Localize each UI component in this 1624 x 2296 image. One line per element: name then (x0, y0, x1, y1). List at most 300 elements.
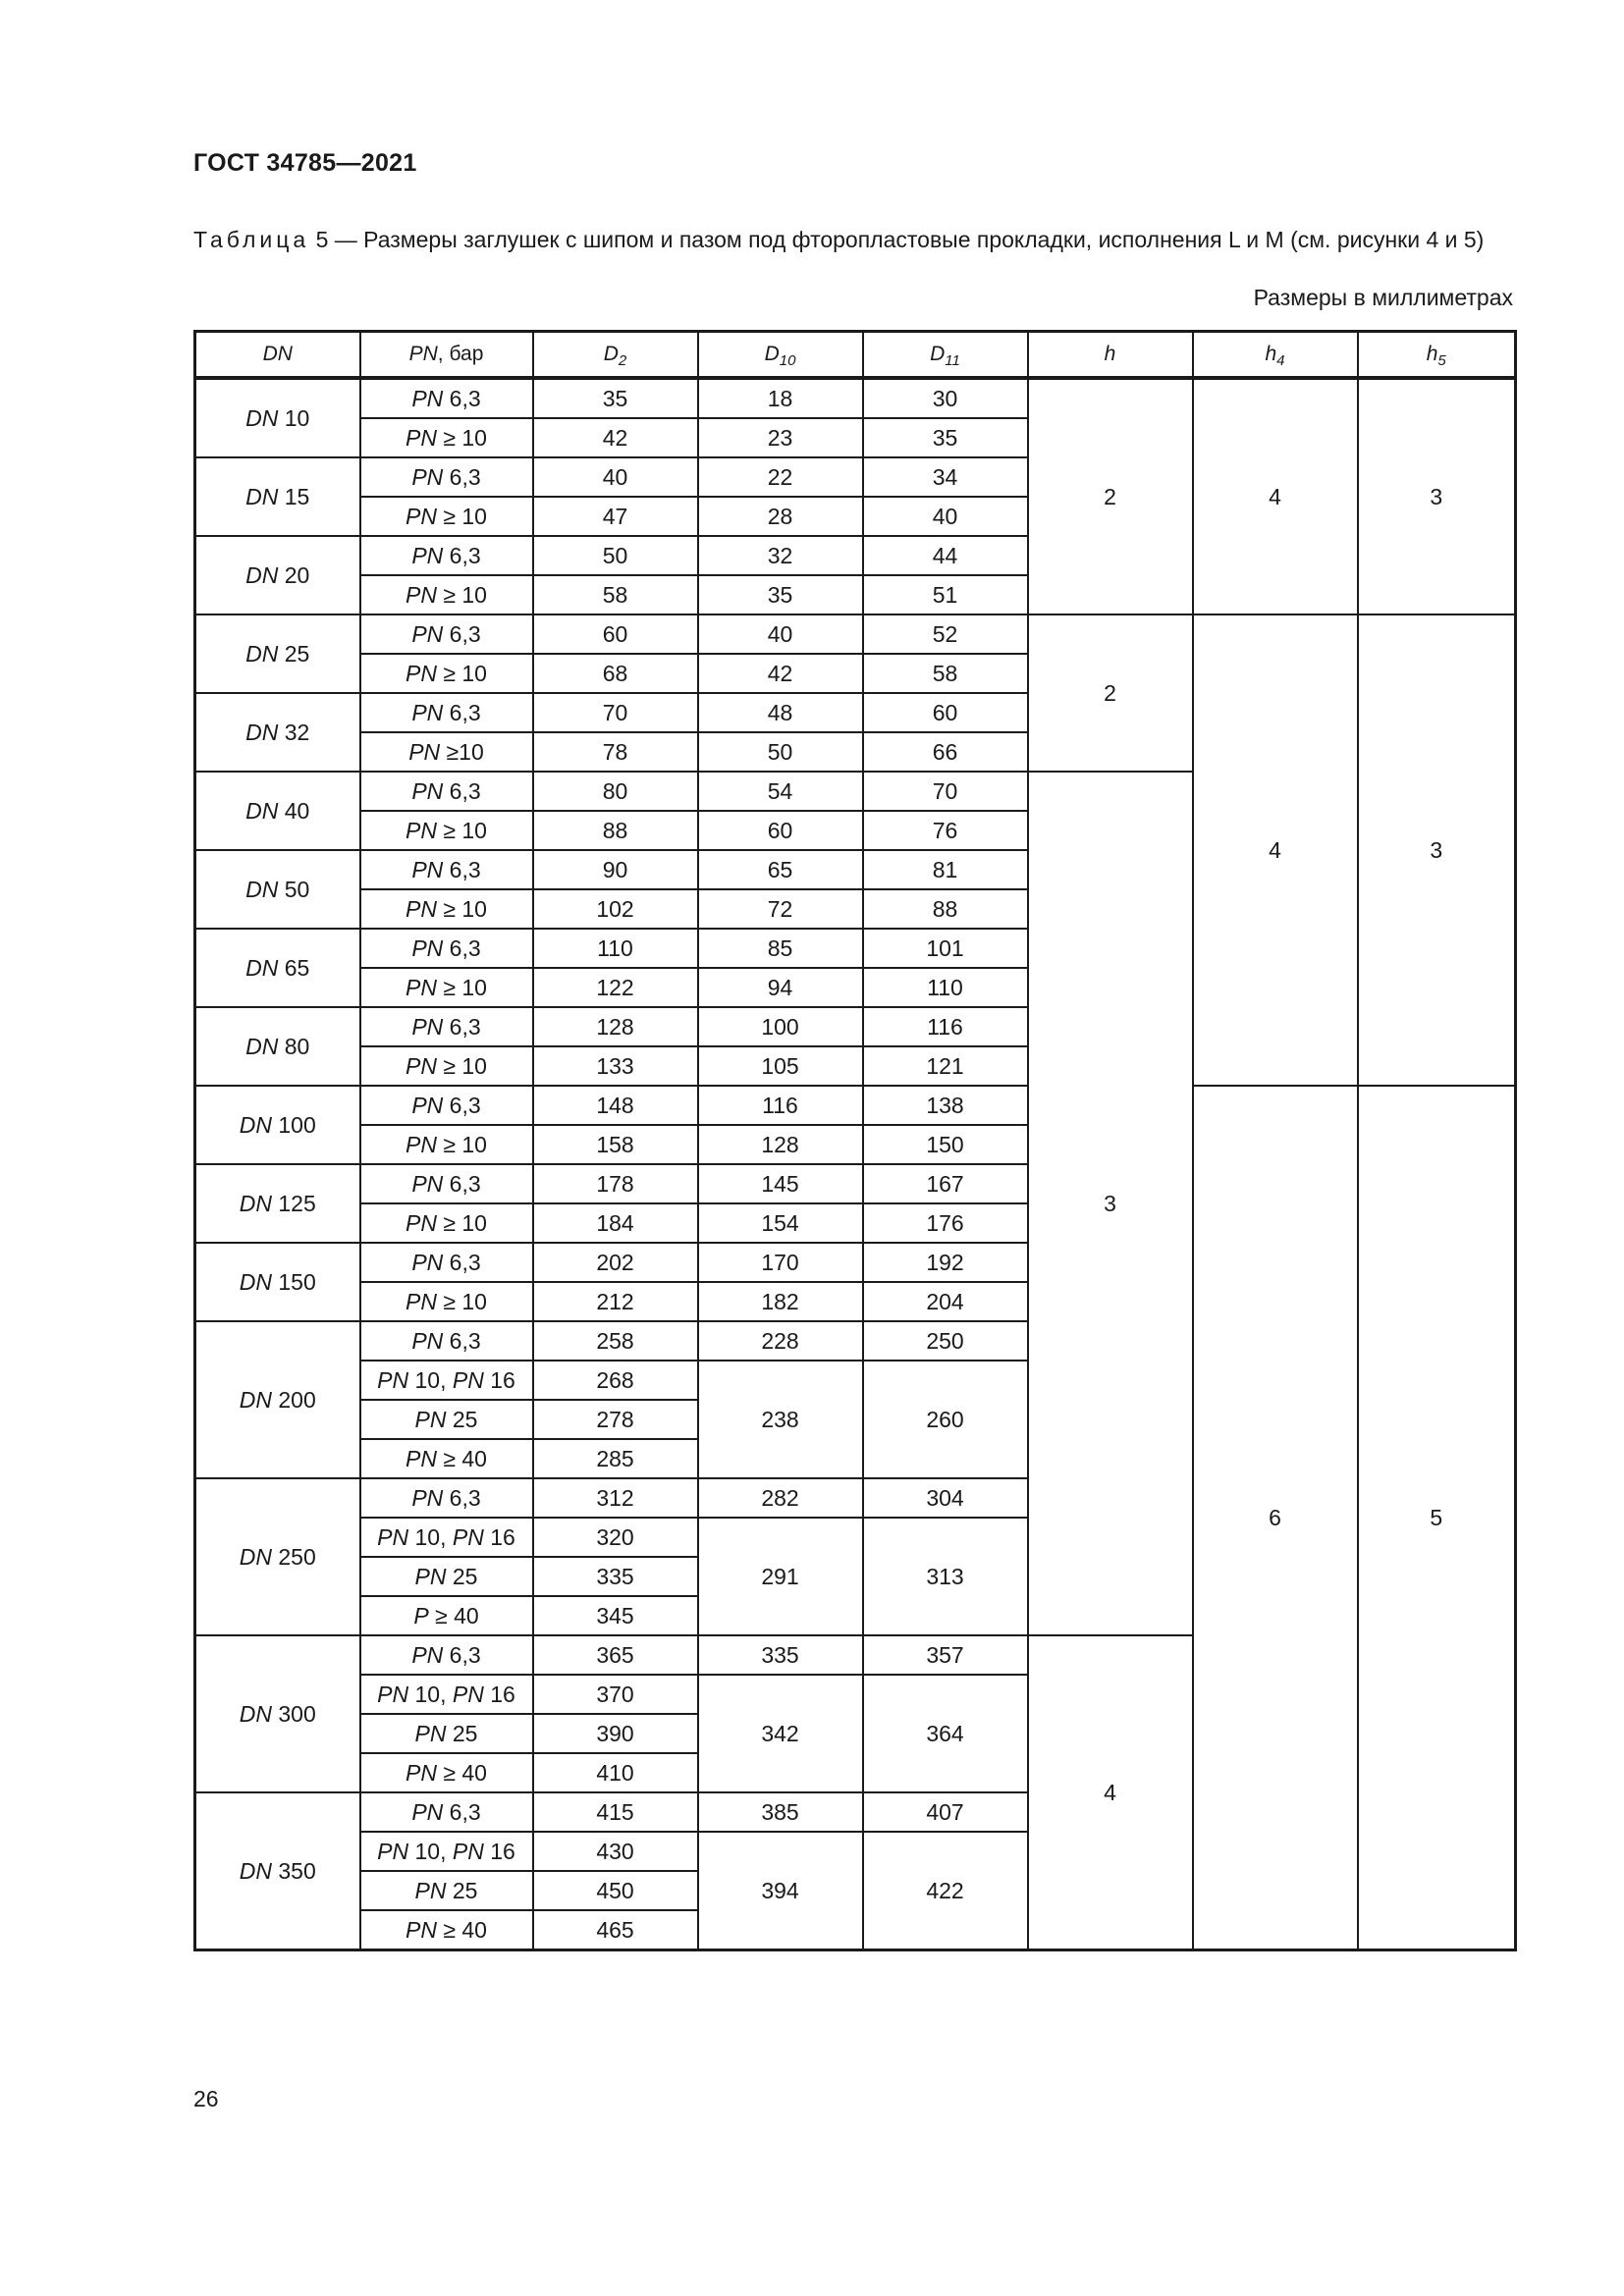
pn-cell (360, 614, 533, 654)
dn-symbol: DN (245, 641, 279, 667)
pn-value: PN ≥ 10 (406, 504, 487, 529)
pn-value: PN ≥ 10 (406, 818, 487, 843)
dn-value: DN 200 (239, 1387, 316, 1413)
d10-cell: 22 (698, 457, 863, 497)
header-d2-label: $D_2$ (603, 343, 627, 369)
h-cell: 2 (1028, 614, 1193, 772)
pn-cell (360, 1321, 533, 1361)
dn-value: DN 10 (245, 405, 310, 431)
pn-cell (360, 929, 533, 968)
table-caption-label: Таблица (193, 227, 310, 252)
pn-symbol: PN (406, 1446, 437, 1471)
d2-cell: 184 (533, 1203, 698, 1243)
pn-value: PN ≥ 10 (406, 896, 487, 922)
pn-cell (360, 1203, 533, 1243)
d2-cell: 410 (533, 1753, 698, 1792)
pn-value: PN 6,3 (411, 1328, 481, 1354)
pn-cell (360, 418, 533, 457)
pn-value: PN 6,3 (411, 857, 481, 882)
header-h5-label: $h_5$ (1426, 343, 1446, 369)
pn-cell (360, 575, 533, 614)
d2-cell: 122 (533, 968, 698, 1007)
pn-symbol: PN (411, 857, 444, 882)
pn-cell (360, 1518, 533, 1557)
h-cell: 2 (1028, 378, 1193, 614)
pn-symbol: PN (377, 1682, 409, 1707)
pn-symbol: PN (452, 1524, 484, 1550)
dn-symbol: DN (239, 1544, 272, 1570)
d10-cell: 42 (698, 654, 863, 693)
d10-cell: 18 (698, 378, 863, 418)
pn-symbol: PN (377, 1524, 409, 1550)
d2-cell: 78 (533, 732, 698, 772)
pn-value: PN ≥ 40 (406, 1760, 487, 1786)
dn-symbol: DN (239, 1858, 272, 1884)
units-note: Размеры в миллиметрах (1253, 285, 1513, 310)
pn-symbol: PN (406, 661, 437, 686)
d2-cell: 430 (533, 1832, 698, 1871)
pn-cell (360, 1635, 533, 1675)
d11-cell: 138 (863, 1086, 1028, 1125)
dn-cell (195, 1007, 360, 1086)
pn-value: PN 10, PN 16 (377, 1682, 515, 1707)
d10-cell: 23 (698, 418, 863, 457)
pn-cell (360, 1596, 533, 1635)
h4-cell: 4 (1193, 378, 1358, 614)
dn-cell (195, 772, 360, 850)
pn-symbol: PN (411, 386, 444, 411)
pn-value: PN 6,3 (411, 778, 481, 804)
pn-symbol: PN (411, 1014, 444, 1040)
pn-value: PN 6,3 (411, 1485, 481, 1511)
pn-symbol: PN (406, 1210, 437, 1236)
pn-value: PN 6,3 (411, 464, 481, 490)
pn-value: PN 25 (414, 1878, 478, 1903)
dn-value: DN 250 (239, 1544, 316, 1570)
pn-cell (360, 1557, 533, 1596)
header-d10-label: $D_{10}$ (764, 343, 796, 369)
dn-cell (195, 378, 360, 457)
pn-value: PN 10, PN 16 (377, 1367, 515, 1393)
pn-cell (360, 378, 533, 418)
table-row (195, 614, 1516, 654)
d10-cell: 228 (698, 1321, 863, 1361)
pn-symbol: PN (406, 1917, 437, 1943)
h4-cell: 4 (1193, 614, 1358, 1086)
d10-cell: 282 (698, 1478, 863, 1518)
pn-symbol: PN (408, 739, 441, 765)
dn-symbol: DN (245, 562, 279, 588)
dn-cell (195, 1792, 360, 1950)
dn-value: DN 15 (245, 484, 310, 509)
d10-cell: 154 (698, 1203, 863, 1243)
dn-cell (195, 1635, 360, 1792)
pn-symbol: PN (414, 1721, 447, 1746)
table-row (195, 378, 1516, 418)
header-h4-label: $h_4$ (1265, 343, 1285, 369)
pn-value: PN 6,3 (411, 386, 481, 411)
dn-value: DN 50 (245, 877, 310, 902)
d2-cell: 88 (533, 811, 698, 850)
dn-value: DN 150 (239, 1269, 316, 1295)
pn-value: PN ≥ 10 (406, 1053, 487, 1079)
pn-cell (360, 1007, 533, 1046)
header-dn-label: DN (262, 343, 293, 365)
dn-symbol: DN (245, 1034, 279, 1059)
dn-symbol: DN (239, 1112, 272, 1138)
pn-symbol: PN (377, 1367, 409, 1393)
d11-cell: 407 (863, 1792, 1028, 1832)
header-pn (360, 332, 533, 379)
pn-value: PN 6,3 (411, 543, 481, 568)
pn-cell (360, 1439, 533, 1478)
d10-cell: 72 (698, 889, 863, 929)
pn-symbol: PN (411, 1642, 444, 1668)
pn-cell (360, 1164, 533, 1203)
d2-cell: 35 (533, 378, 698, 418)
pn-symbol: PN (452, 1367, 484, 1393)
pn-symbol: PN (414, 1407, 447, 1432)
pn-cell (360, 654, 533, 693)
d2-cell: 278 (533, 1400, 698, 1439)
pn-cell (360, 536, 533, 575)
d10-cell: 394 (698, 1832, 863, 1950)
pn-value: PN 6,3 (411, 1093, 481, 1118)
pn-cell (360, 1675, 533, 1714)
pn-value: PN ≥ 10 (406, 425, 487, 451)
d10-cell: 116 (698, 1086, 863, 1125)
table-caption-text: 5 — Размеры заглушек с шипом и пазом под фторопластовые прокладки, исполнения L и M (см. рисунки 4 и 5) (309, 227, 1485, 252)
d11-cell: 34 (863, 457, 1028, 497)
pn-cell (360, 1478, 533, 1518)
pn-value: PN ≥ 40 (406, 1446, 487, 1471)
header-d10 (698, 332, 863, 379)
pn-symbol: PN (406, 818, 437, 843)
pn-cell (360, 968, 533, 1007)
pn-cell (360, 1046, 533, 1086)
pn-symbol: PN (411, 1171, 444, 1197)
table-body (195, 378, 1516, 1950)
dn-cell (195, 1321, 360, 1478)
d11-cell: 40 (863, 497, 1028, 536)
d2-cell: 202 (533, 1243, 698, 1282)
d10-cell: 54 (698, 772, 863, 811)
pn-cell (360, 1871, 533, 1910)
dn-symbol: DN (245, 484, 279, 509)
dn-symbol: DN (245, 877, 279, 902)
d10-cell: 60 (698, 811, 863, 850)
pn-symbol: PN (406, 1053, 437, 1079)
pn-symbol: PN (411, 543, 444, 568)
d11-cell: 204 (863, 1282, 1028, 1321)
pn-cell (360, 732, 533, 772)
pn-symbol: PN (406, 1132, 437, 1157)
d11-cell: 110 (863, 968, 1028, 1007)
table-header-row (195, 332, 1516, 379)
d11-cell: 260 (863, 1361, 1028, 1478)
d11-cell: 60 (863, 693, 1028, 732)
pn-value: PN 6,3 (411, 1642, 481, 1668)
d2-cell: 102 (533, 889, 698, 929)
dn-value: DN 125 (239, 1191, 316, 1216)
pn-cell (360, 1361, 533, 1400)
d11-cell: 422 (863, 1832, 1028, 1950)
pn-cell (360, 1282, 533, 1321)
pn-value: PN 6,3 (411, 935, 481, 961)
d11-cell: 313 (863, 1518, 1028, 1635)
d10-cell: 65 (698, 850, 863, 889)
pn-symbol: PN (411, 1328, 444, 1354)
d2-cell: 158 (533, 1125, 698, 1164)
pn-value: PN 10, PN 16 (377, 1524, 515, 1550)
d10-cell: 342 (698, 1675, 863, 1792)
d10-cell: 385 (698, 1792, 863, 1832)
d2-cell: 320 (533, 1518, 698, 1557)
pn-cell (360, 1400, 533, 1439)
d2-cell: 178 (533, 1164, 698, 1203)
d2-cell: 128 (533, 1007, 698, 1046)
header-d11-label: $D_{11}$ (930, 343, 960, 369)
dn-cell (195, 929, 360, 1007)
pn-cell (360, 497, 533, 536)
dn-cell (195, 1086, 360, 1164)
pn-value: PN 6,3 (411, 1799, 481, 1825)
dn-symbol: DN (239, 1387, 272, 1413)
pn-symbol: PN (411, 1485, 444, 1511)
dn-cell (195, 614, 360, 693)
pn-value: PN ≥ 10 (406, 1210, 487, 1236)
pn-value: PN 6,3 (411, 700, 481, 725)
dn-value: DN 32 (245, 720, 310, 745)
pn-value: PN ≥ 10 (406, 661, 487, 686)
pn-symbol: PN (406, 504, 437, 529)
d11-cell: 250 (863, 1321, 1028, 1361)
d2-cell: 80 (533, 772, 698, 811)
pn-value: PN ≥ 10 (406, 582, 487, 608)
d11-cell: 52 (863, 614, 1028, 654)
d10-cell: 128 (698, 1125, 863, 1164)
d2-cell: 148 (533, 1086, 698, 1125)
pn-symbol: PN (411, 935, 444, 961)
d11-cell: 70 (863, 772, 1028, 811)
pn-cell (360, 1714, 533, 1753)
pn-value: PN 10, PN 16 (377, 1839, 515, 1864)
pn-cell (360, 1910, 533, 1950)
d2-cell: 60 (533, 614, 698, 654)
d11-cell: 150 (863, 1125, 1028, 1164)
d2-cell: 285 (533, 1439, 698, 1478)
dn-value: DN 100 (239, 1112, 316, 1138)
dn-symbol: DN (245, 798, 279, 824)
header-d2 (533, 332, 698, 379)
d11-cell: 76 (863, 811, 1028, 850)
pn-symbol: PN (452, 1682, 484, 1707)
d10-cell: 145 (698, 1164, 863, 1203)
d10-cell: 85 (698, 929, 863, 968)
pn-symbol: PN (411, 1093, 444, 1118)
dn-cell (195, 1243, 360, 1321)
pn-symbol: PN (452, 1839, 484, 1864)
pn-value: PN 25 (414, 1721, 478, 1746)
dn-value: DN 65 (245, 955, 310, 981)
d11-cell: 192 (863, 1243, 1028, 1282)
d10-cell: 94 (698, 968, 863, 1007)
h5-cell: 5 (1358, 1086, 1516, 1950)
pn-cell (360, 1832, 533, 1871)
d2-cell: 47 (533, 497, 698, 536)
header-pn-label (409, 343, 484, 365)
d2-cell: 258 (533, 1321, 698, 1361)
pn-value: PN 25 (414, 1407, 478, 1432)
dn-cell (195, 850, 360, 929)
d10-cell: 40 (698, 614, 863, 654)
pn-value: PN ≥ 10 (406, 1289, 487, 1314)
d11-cell: 167 (863, 1164, 1028, 1203)
table-row (195, 1086, 1516, 1125)
pn-value: P ≥ 40 (413, 1603, 479, 1629)
d2-cell: 450 (533, 1871, 698, 1910)
document-header: ГОСТ 34785—2021 (193, 149, 417, 177)
pn-symbol: PN (411, 464, 444, 490)
d2-cell: 90 (533, 850, 698, 889)
pn-value: PN 6,3 (411, 621, 481, 647)
d11-cell: 66 (863, 732, 1028, 772)
pn-cell (360, 1243, 533, 1282)
d11-cell: 58 (863, 654, 1028, 693)
pn-cell (360, 1125, 533, 1164)
pn-symbol: PN (406, 1760, 437, 1786)
pn-symbol: PN (411, 1250, 444, 1275)
pn-value: PN ≥ 10 (406, 1132, 487, 1157)
pn-cell (360, 850, 533, 889)
pn-value: PN ≥ 10 (406, 975, 487, 1000)
dn-cell (195, 457, 360, 536)
pn-cell (360, 457, 533, 497)
d2-cell: 40 (533, 457, 698, 497)
pn-symbol: PN (411, 1799, 444, 1825)
d11-cell: 304 (863, 1478, 1028, 1518)
d10-cell: 48 (698, 693, 863, 732)
header-h-label: h (1104, 343, 1116, 365)
d10-cell: 32 (698, 536, 863, 575)
dn-cell (195, 693, 360, 772)
d10-cell: 35 (698, 575, 863, 614)
dn-cell (195, 536, 360, 614)
d2-cell: 335 (533, 1557, 698, 1596)
pn-cell (360, 1753, 533, 1792)
d10-cell: 100 (698, 1007, 863, 1046)
dn-symbol: DN (239, 1701, 272, 1727)
header-h4 (1193, 332, 1358, 379)
pn-cell (360, 1792, 533, 1832)
header-pn-unit: , бар (437, 343, 484, 365)
dn-symbol: DN (245, 955, 279, 981)
d11-cell: 35 (863, 418, 1028, 457)
d2-cell: 68 (533, 654, 698, 693)
d2-cell: 50 (533, 536, 698, 575)
dn-value: DN 25 (245, 641, 310, 667)
dn-value: DN 80 (245, 1034, 310, 1059)
pn-cell (360, 811, 533, 850)
h-cell: 4 (1028, 1635, 1193, 1950)
pn-symbol: PN (406, 425, 437, 451)
d2-cell: 370 (533, 1675, 698, 1714)
d11-cell: 81 (863, 850, 1028, 889)
header-d11 (863, 332, 1028, 379)
pn-cell (360, 1086, 533, 1125)
d11-cell: 357 (863, 1635, 1028, 1675)
d10-cell: 50 (698, 732, 863, 772)
d11-cell: 44 (863, 536, 1028, 575)
pn-value: PN 6,3 (411, 1014, 481, 1040)
d10-cell: 105 (698, 1046, 863, 1086)
d2-cell: 70 (533, 693, 698, 732)
dimensions-table (193, 330, 1517, 1951)
pn-symbol: PN (406, 896, 437, 922)
d11-cell: 176 (863, 1203, 1028, 1243)
pn-cell (360, 889, 533, 929)
header-dn (195, 332, 360, 379)
pn-symbol: PN (411, 700, 444, 725)
d2-cell: 58 (533, 575, 698, 614)
pn-value: PN 25 (414, 1564, 478, 1589)
dn-symbol: DN (245, 405, 279, 431)
pn-symbol: PN (411, 621, 444, 647)
h-cell: 3 (1028, 772, 1193, 1635)
pn-symbol: PN (414, 1564, 447, 1589)
pn-value: PN 6,3 (411, 1171, 481, 1197)
d2-cell: 365 (533, 1635, 698, 1675)
d2-cell: 312 (533, 1478, 698, 1518)
pn-value: PN 6,3 (411, 1250, 481, 1275)
d10-cell: 238 (698, 1361, 863, 1478)
d11-cell: 51 (863, 575, 1028, 614)
d2-cell: 390 (533, 1714, 698, 1753)
d2-cell: 268 (533, 1361, 698, 1400)
d10-cell: 28 (698, 497, 863, 536)
pn-symbol: PN (414, 1878, 447, 1903)
dn-cell (195, 1478, 360, 1635)
page-number: 26 (193, 2086, 219, 2111)
dn-value: DN 20 (245, 562, 310, 588)
d11-cell: 364 (863, 1675, 1028, 1792)
dn-value: DN 300 (239, 1701, 316, 1727)
pn-symbol: PN (411, 778, 444, 804)
table-caption (193, 224, 1514, 256)
d2-cell: 465 (533, 1910, 698, 1950)
pn-value: PN ≥10 (408, 739, 484, 765)
header-h (1028, 332, 1193, 379)
dn-value: DN 40 (245, 798, 310, 824)
dn-symbol: DN (245, 720, 279, 745)
d10-cell: 291 (698, 1518, 863, 1635)
dn-cell (195, 1164, 360, 1243)
dn-value: DN 350 (239, 1858, 316, 1884)
pn-symbol: P (413, 1603, 429, 1629)
pn-symbol: PN (406, 582, 437, 608)
d2-cell: 212 (533, 1282, 698, 1321)
h5-cell: 3 (1358, 614, 1516, 1086)
pn-cell (360, 693, 533, 732)
pn-symbol: PN (406, 975, 437, 1000)
pn-value: PN ≥ 40 (406, 1917, 487, 1943)
dn-symbol: DN (239, 1191, 272, 1216)
d2-cell: 42 (533, 418, 698, 457)
d2-cell: 415 (533, 1792, 698, 1832)
h5-cell: 3 (1358, 378, 1516, 614)
d11-cell: 30 (863, 378, 1028, 418)
d11-cell: 121 (863, 1046, 1028, 1086)
